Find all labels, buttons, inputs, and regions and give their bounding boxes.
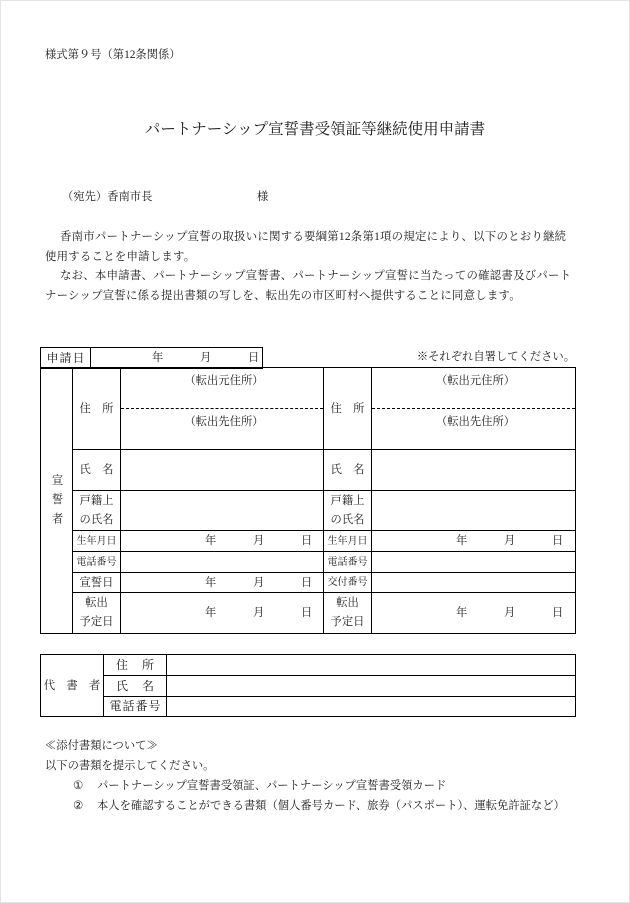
proxy-address-label: 住 所 [115,657,155,672]
registered-name-label-line: の氏名 [330,513,365,526]
year-unit: 年 [205,607,217,619]
application-date-label: 申請日 [46,350,86,365]
new-address-hint: （転出先住所） [184,416,264,428]
application-date-label-cell [41,348,91,369]
year-unit: 年 [152,352,164,364]
declarant-1-birthdate-field[interactable] [121,531,324,552]
month-unit: 月 [200,352,212,364]
attachments-heading: ≪添付書類について≫ [45,740,158,752]
address-label: 住 所 [330,402,365,415]
declarant-2-name-label-cell [324,450,372,491]
declarant-1-address-label-cell [73,368,121,450]
signature-note: ※それぞれ自署してください。 [416,351,575,363]
declarant-2-issue-number-field[interactable] [372,573,576,593]
declarant-2-previous-address-area[interactable] [372,368,575,409]
declarant-1-name-label-cell [73,450,121,491]
day-unit: 日 [248,352,260,364]
proxy-name-field[interactable] [167,676,576,697]
registered-name-label-line: 戸籍上 [330,494,365,507]
attachments-instruction: 以下の書類を提示してください。 [45,760,215,772]
previous-address-hint: （転出元住所） [184,375,264,387]
declarant-section-cell [41,368,73,634]
proxy-table [40,654,576,717]
proxy-address-field[interactable] [167,655,576,676]
declarant-2-registered-name-label-cell [324,491,372,531]
declarant-1-birthdate-label-cell [73,531,121,552]
statement-line: 香南市パートナーシップ宣誓の取扱いに関する要綱第12条第1項の規定により、以下のとおり継続 [60,231,567,243]
declarant-2-address-field[interactable] [372,368,576,450]
declarant-1-phone-label-cell [73,552,121,573]
month-unit: 月 [504,535,516,547]
name-label: 氏 名 [79,464,114,476]
declarant-2-birthdate-label-cell [324,531,372,552]
declarant-2-name-field[interactable] [372,450,576,491]
previous-address-hint: （転出元住所） [435,375,516,387]
application-date-field[interactable] [91,348,263,369]
issue-number-label: 交付番号 [327,577,368,588]
attachment-item-text: 本人を確認することができる書類（個人番号カード、旅券（パスポート）、運転免許証など） [97,800,565,812]
proxy-section-label: 代 書 者 [43,679,101,692]
new-address-hint: （転出先住所） [435,416,516,428]
declarant-2-registered-name-field[interactable] [372,491,576,531]
day-unit: 日 [301,535,313,547]
recipient-honorific: 様 [257,191,269,203]
year-unit: 年 [205,535,217,547]
registered-name-label-line: 戸籍上 [79,494,114,507]
month-unit: 月 [504,607,516,619]
day-unit: 日 [301,607,313,619]
proxy-section-cell [41,655,104,717]
proxy-phone-label: 電話番号 [109,699,162,713]
declarant-table [40,367,576,634]
form-title: パートナーシップ宣誓書受領証等継続使用申請書 [144,121,486,138]
moving-date-label-line: 転出 [85,597,108,609]
month-unit: 月 [253,607,265,619]
declarant-1-moving-date-label-cell [73,593,121,634]
declarant-1-address-field[interactable] [121,368,324,450]
attachment-item-marker: ② [73,800,84,812]
consent-line: なお、本申請書、パートナーシップ宣誓書、パートナーシップ宣誓に当たっての確認書及びパート [60,270,572,283]
declarant-2-issue-number-label-cell [324,573,372,593]
declaration-date-label: 宣誓日 [79,576,114,589]
proxy-phone-field[interactable] [167,697,576,717]
form-number: 様式第９号（第12条関係） [45,49,181,61]
declarant-1-name-field[interactable] [121,450,324,491]
day-unit: 日 [552,535,564,547]
day-unit: 日 [552,607,564,619]
proxy-phone-label-cell [104,697,167,717]
moving-date-label-line: 予定日 [330,616,365,628]
attachment-item-text: パートナーシップ宣誓書受領証、パートナーシップ宣誓書受領カード [97,780,447,792]
moving-date-label-line: 予定日 [79,616,114,628]
phone-label: 電話番号 [327,556,368,568]
proxy-name-label-cell [104,676,167,697]
registered-name-label-line: の氏名 [79,513,114,526]
day-unit: 日 [301,576,313,589]
year-unit: 年 [456,607,468,619]
declarant-1-registered-name-field[interactable] [121,491,324,531]
month-unit: 月 [253,535,265,547]
statement-line: 使用することを申請します。 [45,250,196,263]
recipient-addressee: （宛先）香南市長 [62,191,153,203]
declarant-1-declaration-date-label-cell [73,573,121,593]
attachment-item-marker: ① [73,780,84,792]
declarant-section-label: 宣誓者 [50,473,63,532]
birthdate-label: 生年月日 [76,535,117,547]
declarant-1-moving-date-field[interactable] [121,593,324,634]
declarant-2-phone-label-cell [324,552,372,573]
declarant-2-moving-date-field[interactable] [372,593,576,634]
birthdate-label: 生年月日 [327,535,368,547]
proxy-address-label-cell [104,655,167,676]
declarant-2-birthdate-field[interactable] [372,531,576,552]
year-unit: 年 [205,576,217,589]
declarant-2-moving-date-label-cell [324,593,372,634]
name-label: 氏 名 [330,464,365,476]
moving-date-label-line: 転出 [336,597,359,609]
year-unit: 年 [456,535,468,547]
declarant-1-new-address-area[interactable] [121,409,323,449]
phone-label: 電話番号 [76,556,117,568]
declarant-1-previous-address-area[interactable] [121,368,323,409]
declarant-1-phone-field[interactable] [121,552,324,573]
declarant-1-declaration-date-field[interactable] [121,573,324,593]
declarant-2-address-label-cell [324,368,372,450]
declarant-1-registered-name-label-cell [73,491,121,531]
declarant-2-phone-field[interactable] [372,552,576,573]
month-unit: 月 [253,576,265,589]
application-date-table [40,347,263,369]
address-label: 住 所 [79,402,114,415]
proxy-name-label: 氏 名 [115,678,155,693]
declarant-2-new-address-area[interactable] [372,409,575,449]
application-statement [45,228,585,306]
consent-line: ナーシップ宣誓に係る提出書類の写しを、転出先の市区町村へ提供することに同意します。 [45,289,521,302]
